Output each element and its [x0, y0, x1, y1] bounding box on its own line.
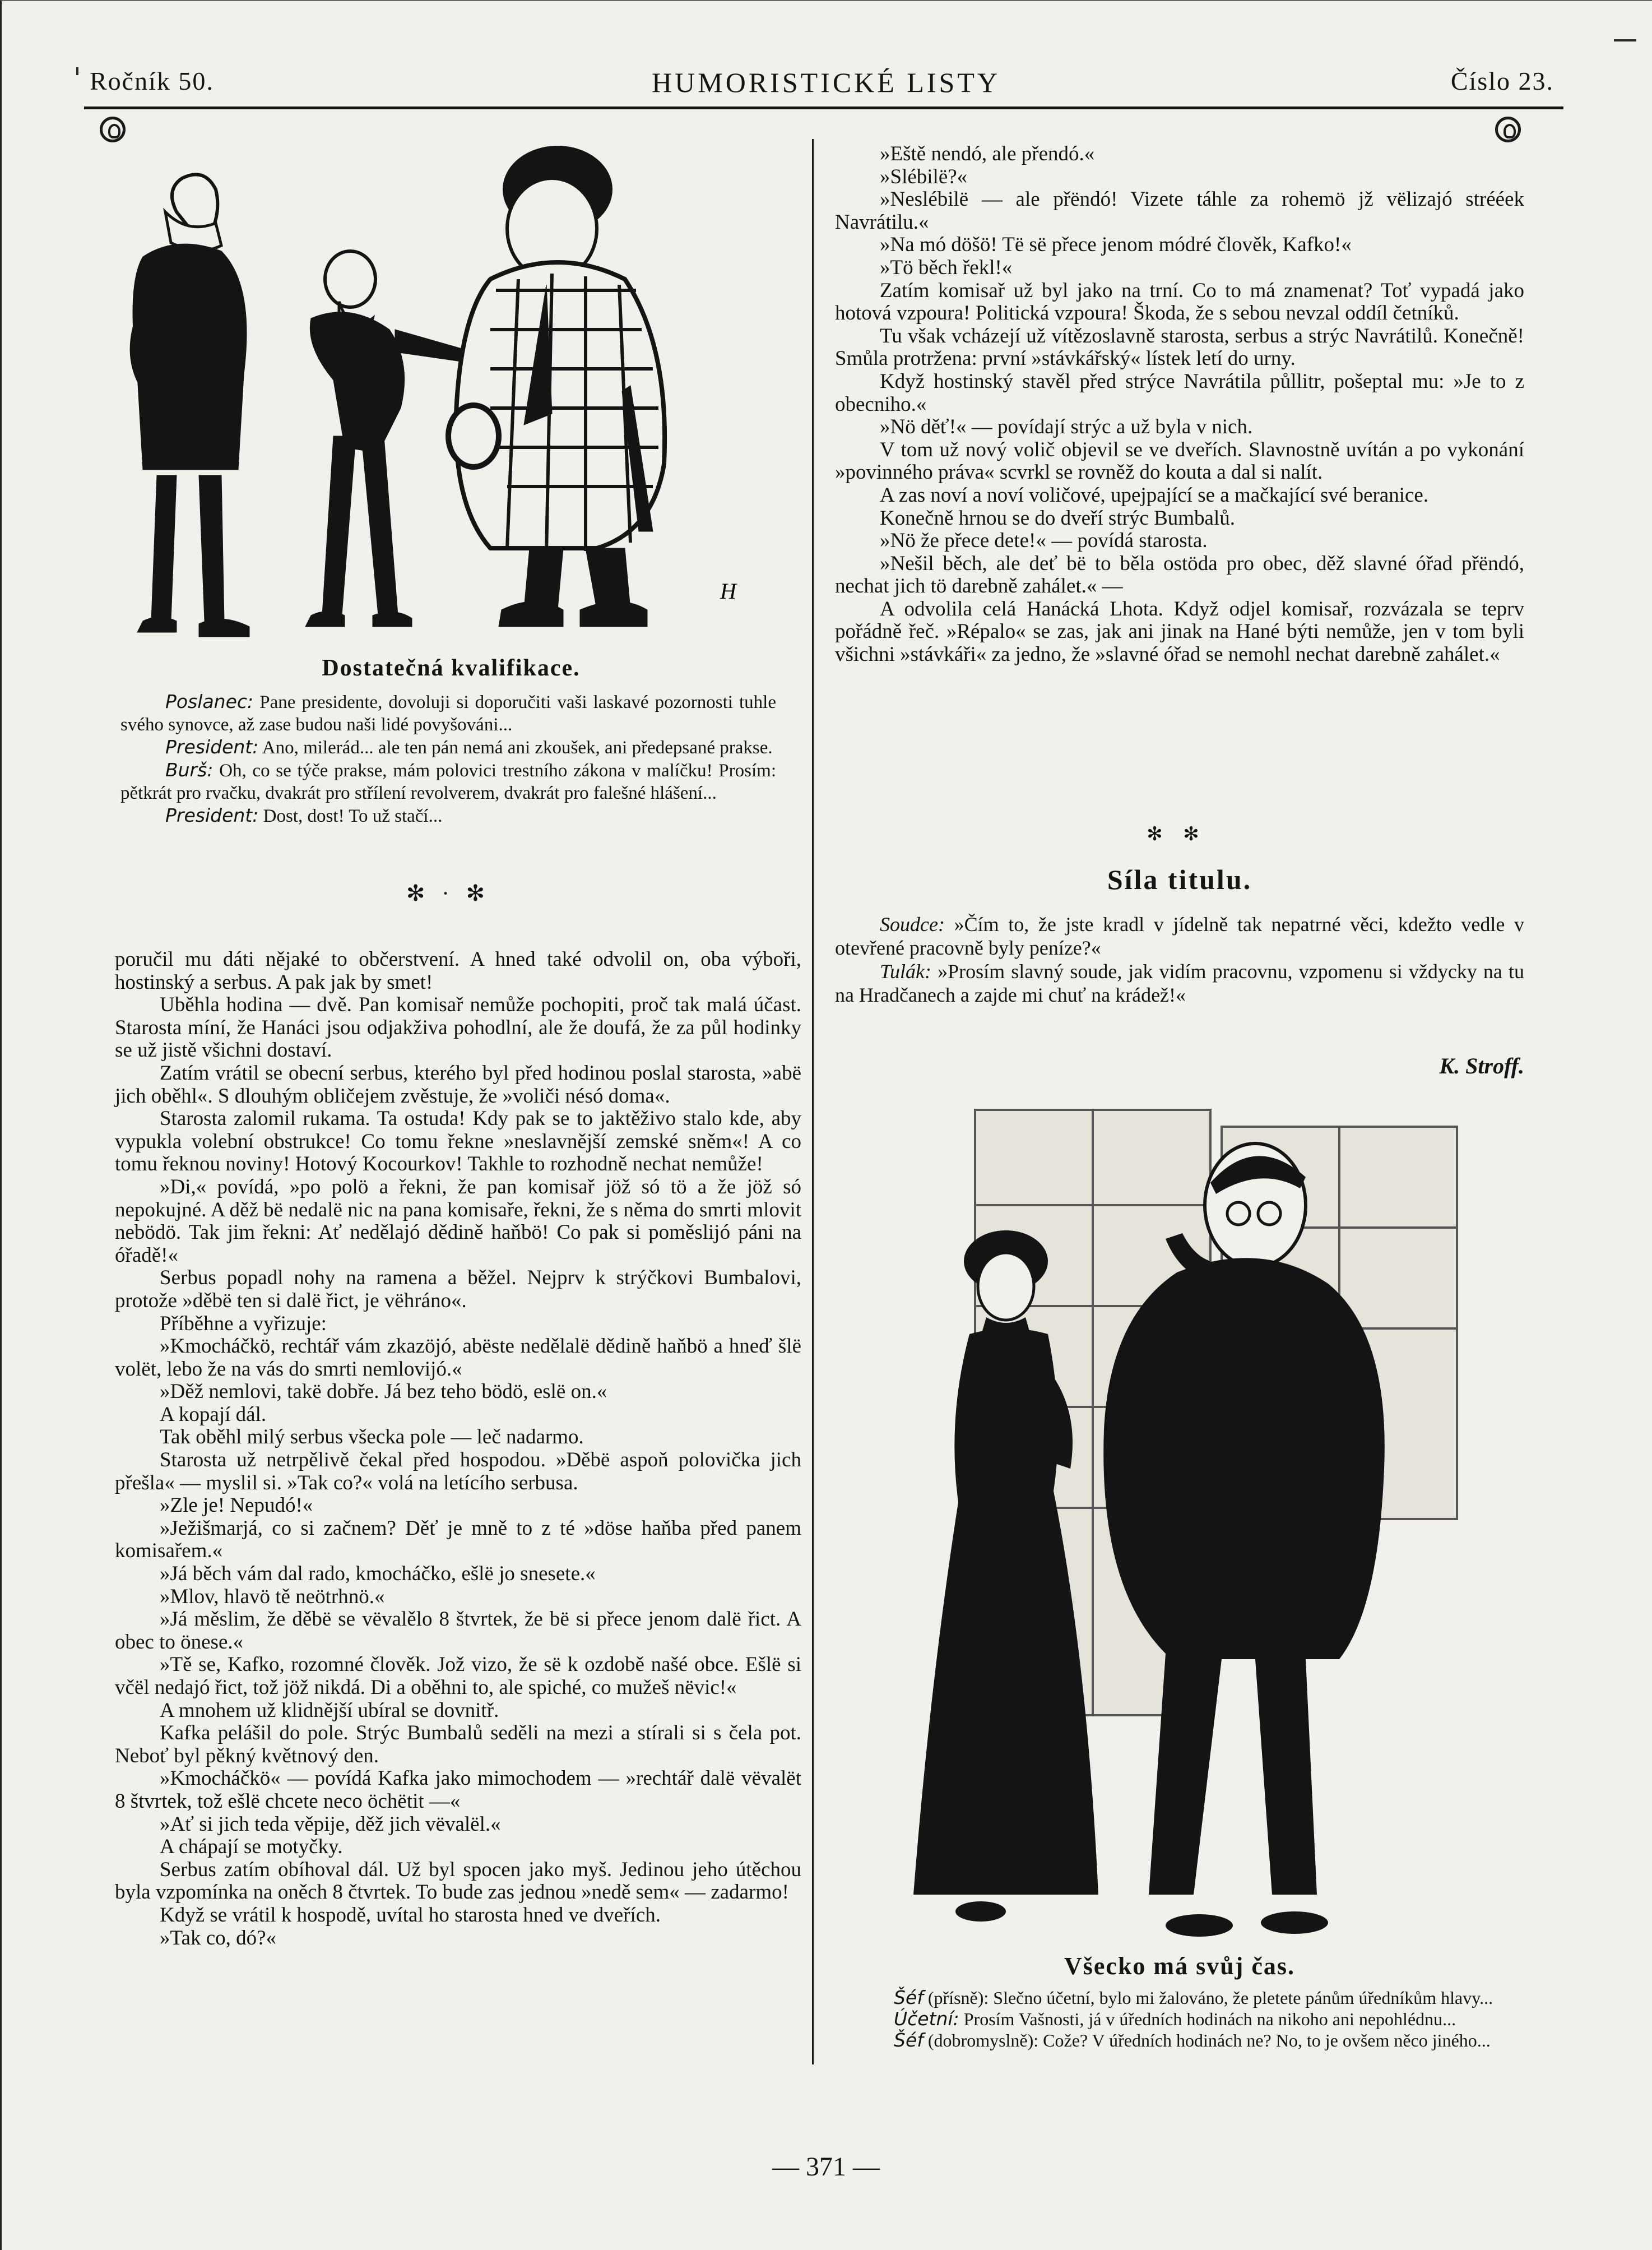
paragraph: Příběhne a vyřizuje:	[160, 1312, 327, 1335]
right-cartoon-title: Všecko má svůj čas.	[1064, 1952, 1295, 1980]
volume-label: Ročník 50.	[90, 67, 214, 95]
line-text: »Čím to, že jste kradl v jídelně tak nepatrné věci, kdežto vedle v otevřené pracovně byly peníze?«	[835, 913, 1524, 959]
paragraph: Když hostinský stavěl před strýce Navrátila půllitr, pošeptal mu: »Je to z obecniho.«	[835, 369, 1524, 416]
paragraph: Serbus zatím obíhoval dál. Už byl spocen jako myš. Jedinou jeho útěchou byla vzpomínka na oněch 8 čtvrtek. To bude zas jednou »nedě sem« — zadarmo!	[115, 1858, 801, 1904]
paragraph: Uběhla hodina — dvě. Pan komisař nemůže pochopiti, proč tak malá účast. Starosta míní, že Hanáci jsou odjakživa pohodlní, ale že doufá, že za půl hodinky se už jistě všichni dostaví.	[115, 993, 801, 1062]
paragraph: Konečně hrnou se do dveří strýc Bumbalů.	[880, 506, 1235, 530]
line-text: Oh, co se týče prakse, mám polovici trestního zákona v malíčku! Prosím: pětkrát pro rvačku, dvakrát pro střílení revolverem, dvakrát pro falešné hlášení...	[120, 761, 776, 803]
paragraph: A kopají dál.	[160, 1402, 267, 1426]
paragraph: »Tak co, dó?«	[160, 1926, 277, 1950]
speaker-label: Šéf	[894, 1987, 924, 2008]
cartoon-deputy-president-illustration	[104, 145, 799, 649]
paragraph: »Zle je! Nepudó!«	[160, 1494, 313, 1517]
ornament-right-icon	[1495, 117, 1521, 142]
left-cartoon-dialogue	[120, 691, 776, 827]
section-title: Síla titulu.	[1107, 864, 1252, 895]
paragraph: »Neslébilë — ale přëndó! Vizete táhle za rohemö jž vëlizajó strééek Navrátilu.«	[835, 188, 1524, 234]
paragraph: A zas noví a noví voličové, upejpající se a mačkající své beranice.	[880, 483, 1429, 507]
paragraph: »Tě se, Kafko, rozomné člověk. Jož vizo, že së k ozdobě našé obce. Ešlë si včël nedajó řict, tož jöž nikdá. Di a oběhni to, ale spiché, co mužeš nëvic!«	[115, 1653, 801, 1699]
speaker-note: (dobromyslně):	[923, 2030, 1039, 2050]
speaker-label: President:	[165, 736, 259, 758]
speaker-label: Účetní:	[894, 2008, 959, 2030]
line-text: Ano, milerád... ale ten pán nemá ani zkoušek, ani předepsané prakse.	[258, 738, 773, 758]
speaker-label: Burš:	[165, 759, 214, 781]
left-cartoon-title: Dostatečná kvalifikace.	[322, 655, 581, 681]
dialogue-line	[883, 2030, 1505, 2051]
paragraph: V tom už nový volič objevil se ve dveřích. Slavnostně uvítán a po vykonání »povinného práva« scvrkl se rovněž do kouta a dal si nalít.	[835, 438, 1524, 484]
speaker-note: (přísně):	[923, 1988, 989, 2008]
paragraph: »Já měslim, že děbë se vëvalělo 8 štvrtek, že bë si přece jenom dalë řict. A obec to önese.«	[115, 1608, 801, 1654]
section-dialogue	[835, 913, 1524, 1007]
section-separator: ✻ ✻	[1147, 824, 1207, 845]
speaker-label: President:	[165, 804, 259, 826]
paragraph: »Eště nendó, ale přendó.«	[880, 142, 1095, 165]
paragraph: »Nešil běch, ale deť bë to běla ostöda pro obec, děž slavné óřad přëndó, nechat jich tö darebně zahálet.« —	[835, 552, 1524, 598]
line-text: »Prosím slavný soude, jak vidím pracovnu, vzpomenu si vždycky na tu na Hradčanech a zajde mi chuť na krádež!«	[835, 960, 1524, 1006]
dialogue-line	[835, 960, 1524, 1007]
paragraph: »Mlov, hlavö tě neötrhnö.«	[160, 1585, 385, 1608]
speaker-label: Soudce:	[880, 913, 945, 936]
dialogue-line	[120, 736, 776, 759]
paragraph: »Já běch vám dal rado, kmocháčko, ešlë jo snesete.«	[160, 1562, 596, 1586]
dialogue-line	[883, 2008, 1505, 2030]
paragraph: Tu však vcházejí už vítězoslavně starosta, serbus a strýc Navrátilů. Konečně! Smůla protržena: první »stávkářský« lístek letí do urny.	[835, 324, 1524, 371]
section-separator: ✻ · ✻	[406, 881, 491, 906]
magazine-title: HUMORISTICKÉ LISTY	[652, 67, 1000, 98]
paragraph: A mnohem už klidnější ubíral se dovnitř.	[160, 1698, 499, 1722]
cartoon-office-illustration	[908, 1093, 1524, 1951]
author-signature: K. Stroff.	[1439, 1053, 1524, 1078]
ornament-left-icon	[100, 117, 126, 142]
speaker-label: Šéf	[894, 2029, 924, 2051]
paragraph: Starosta už netrpělivě čekal před hospodou. »Děbë aspoň polovička jich přešla« — myslil si. »Tak co?« volá na letícího serbusa.	[115, 1448, 801, 1494]
paragraph: Starosta zalomil rukama. Ta ostuda! Kdy pak se to jaktěživo stalo kde, aby vypukla volební obstrukce! Co tomu řekne »neslavnější zemské sněm«! A co tomu řeknou noviny! Hotový Kocourkov! Takhle to rozhodně nechat nemůže!	[115, 1107, 801, 1176]
paragraph: »Děž nemlovi, takë dobře. Já bez teho bödö, eslë on.«	[160, 1380, 607, 1404]
speaker-label: Poslanec:	[165, 691, 254, 712]
paragraph: Zatím komisař už byl jako na trní. Co to má znamenat? Toť vypadá jako hotová vzpoura! Politická vzpoura! Škoda, že s sebou nevzal oddíl četníků.	[835, 279, 1524, 325]
dialogue-line	[120, 759, 776, 804]
paragraph: »Tö běch řekl!«	[880, 256, 1013, 279]
dialogue-line	[835, 913, 1524, 960]
issue-label: Číslo 23.	[1450, 67, 1554, 95]
paragraph: »Kmocháčkö« — povídá Kafka jako mimochodem — »rechtář dalë vëvalët 8 štvrtek, tož ešlë chcete neco öchëtit —«	[115, 1767, 801, 1813]
paragraph: Serbus popadl nohy na ramena a běžel. Nejprv k strýčkovi Bumbalovi, protože »děbë ten si dalë řict, je vëhráno«.	[115, 1266, 801, 1312]
paragraph: »Na mó döšö! Të së přece jenom módré člověk, Kafko!«	[880, 233, 1352, 257]
artist-mark: H	[720, 578, 736, 604]
line-text: Prosím Vašnosti, já v úředních hodinách na nikoho ani nepohlédnu...	[959, 2009, 1456, 2029]
paragraph: Kafka pelášil do pole. Strýc Bumbalů seděli na mezi a stírali si s čela pot. Neboť byl pěkný květnový den.	[115, 1721, 801, 1767]
page-number: — 371 —	[772, 2152, 880, 2182]
paragraph: »Di,« povídá, »po polö a řekni, že pan komisař jöž só tö a že jöž só nepokujné. A děž bë nedalë nic na pana komisaře, řekni, že s něma do smrti mlovit nebödö. Tak jim řekni: Ať nedělajó dědině haňbö! Co pak si poměslijó páni na óřadě!«	[115, 1175, 801, 1267]
line-text: Pane presidente, dovoluji si doporučiti vaši laskavé pozornosti tuhle svého synovce, až zase budou naši lidé povyšováni...	[120, 692, 776, 735]
right-text-column	[835, 143, 1524, 666]
dialogue-line	[120, 691, 776, 736]
line-text: Cože? V úředních hodinách ne? No, to je ovšem něco jiného...	[1038, 2030, 1491, 2050]
paragraph: »Nö děť!« — povídají strýc a už byla v nich.	[880, 415, 1253, 439]
scan-edge-mark	[1614, 39, 1636, 41]
paragraph: »Kmocháčkö, rechtář vám zkazöjó, abëste nedělalë dědině haňbö a hneď šlë volët, lebo že na vás do smrti nemlovijó.«	[115, 1335, 801, 1381]
left-text-column	[115, 948, 801, 1950]
scan-edge-mark	[76, 67, 78, 75]
column-divider	[812, 139, 814, 2064]
dialogue-line	[120, 804, 776, 827]
paragraph: Zatím vrátil se obecní serbus, kterého byl před hodinou poslal starosta, »abë jich oběhl«. S dlouhým obličejem zvěstuje, že »voliči nésó doma«.	[115, 1061, 801, 1108]
paragraph: »Slébilë?«	[880, 165, 968, 188]
line-text: Slečno účetní, bylo mi žalováno, že pletete pánům úředníkům hlavy...	[989, 1988, 1493, 2008]
speaker-label: Tulák:	[880, 960, 932, 983]
paragraph: A chápají se motyčky.	[160, 1835, 343, 1859]
header-rule	[84, 107, 1563, 109]
paragraph: A odvolila celá Hanácká Lhota. Když odjel komisař, rozvázala se teprv pořádně řeč. »Répalo« se zas, jak ani jinak na Hané býti nemůže, jen v tom byli všichni »stávkáři« za jedno, že »slavné óřad se nemohl nechat darebně zahálet.«	[835, 597, 1524, 666]
line-text: Dost, dost! To už stačí...	[258, 806, 443, 826]
dialogue-line	[883, 1987, 1505, 2008]
paragraph: »Nö že přece dete!« — povídá starosta.	[880, 529, 1208, 553]
paragraph: poručil mu dáti nějaké to občerstvení. A hned také odvolil on, oba výboři, hostinský a serbus. A pak jak by smet!	[115, 948, 801, 994]
paragraph: »Ať si jich teda věpije, děž jich vëvalël.«	[160, 1812, 501, 1836]
paragraph: Když se vrátil k hospodě, uvítal ho starosta hned ve dveřích.	[160, 1903, 661, 1927]
right-cartoon-dialogue	[883, 1987, 1505, 2051]
paragraph: »Ježišmarjá, co si začnem? Děť je mně to z té »döse haňba před panem komisařem.«	[115, 1516, 801, 1563]
paragraph: Tak oběhl milý serbus všecka pole — leč nadarmo.	[160, 1425, 584, 1449]
